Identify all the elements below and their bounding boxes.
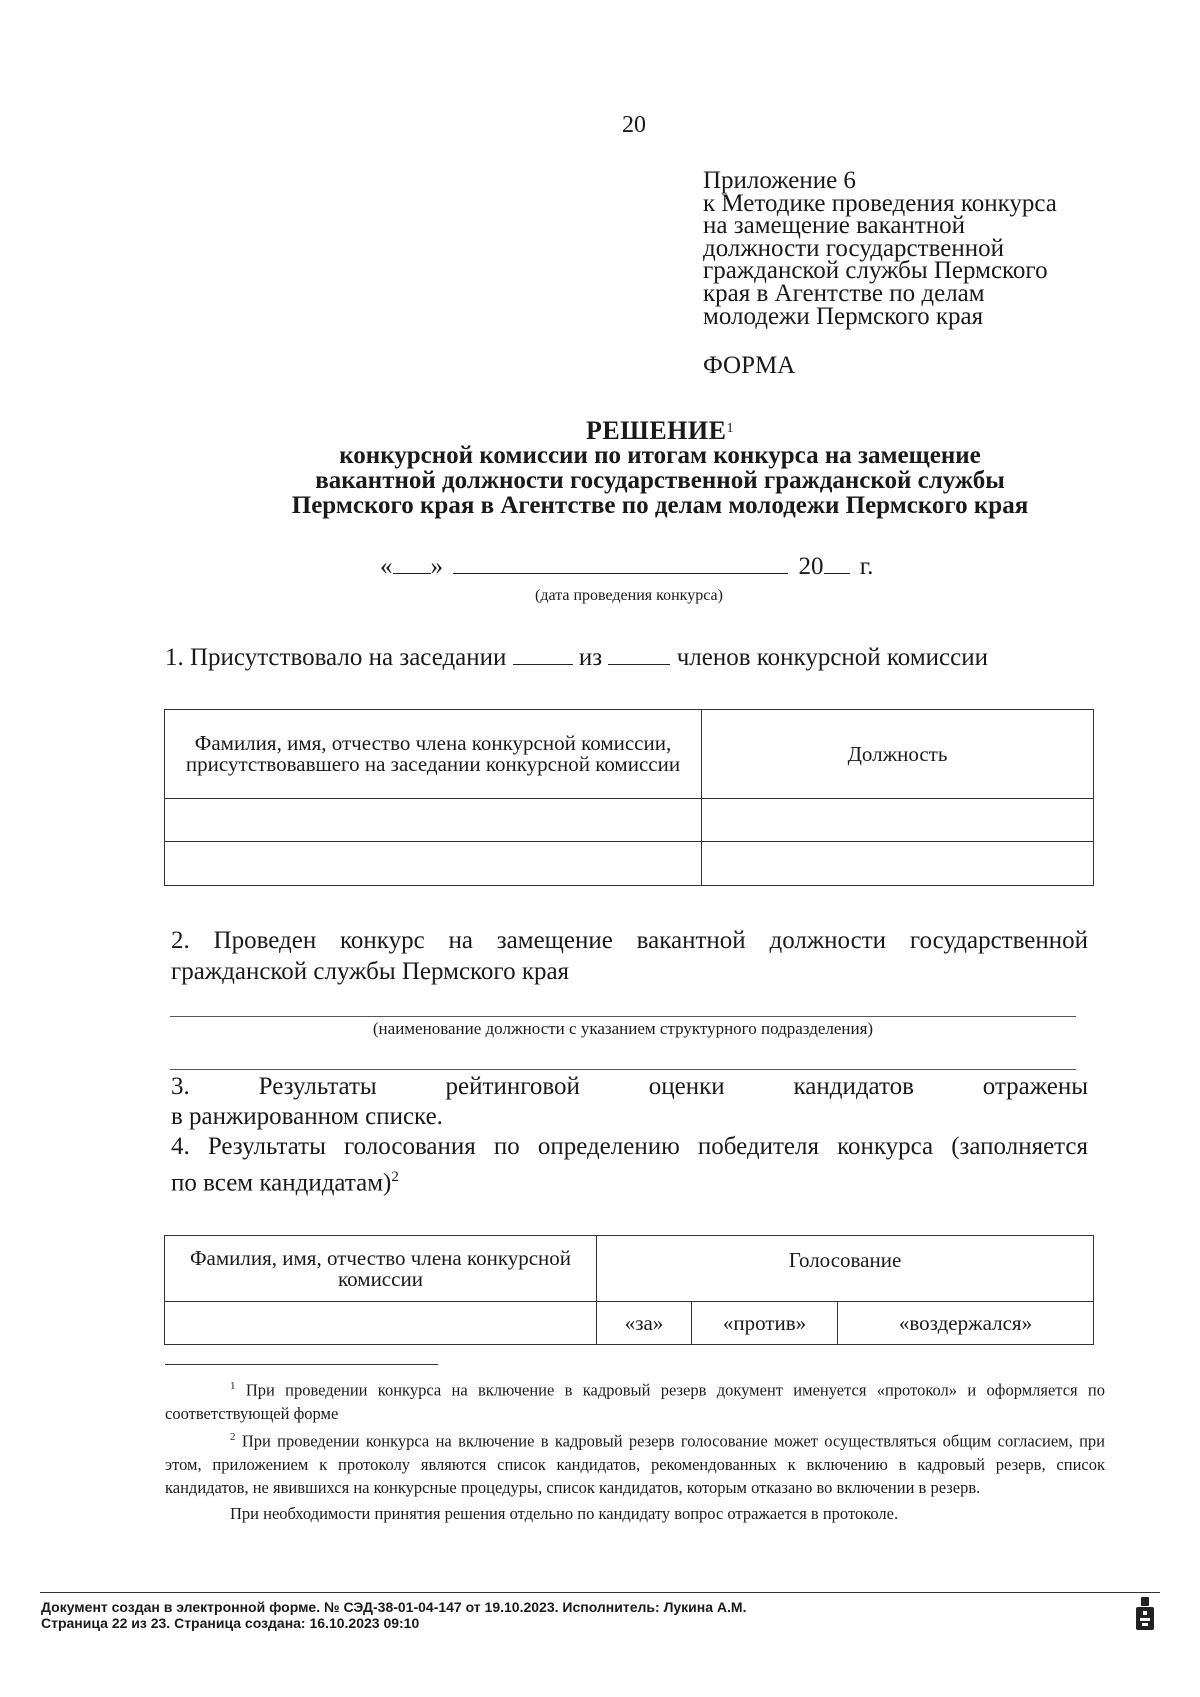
position-name-blank[interactable] bbox=[170, 1016, 1076, 1017]
footer-line-2: Страница 22 из 23. Страница создана: 16.10.2023 09:10 bbox=[41, 1615, 420, 1631]
footer-line-1: Документ создан в электронной форме. № СЭД-38-01-04-147 от 19.10.2023. Исполнитель: Лукина А.М. bbox=[41, 1599, 747, 1615]
table-cell[interactable] bbox=[165, 1302, 597, 1345]
table-cell[interactable] bbox=[702, 799, 1094, 842]
footer bbox=[41, 1599, 746, 1631]
item-1-part2: из bbox=[578, 644, 603, 671]
page-number: 20 bbox=[622, 112, 646, 138]
footnote-3: При необходимости принятия решения отдельно по кандидату вопрос отражается в протоколе. bbox=[230, 1503, 899, 1523]
voting-table bbox=[164, 1235, 1094, 1345]
date-open-quote: « bbox=[380, 553, 393, 580]
table-row bbox=[165, 842, 1094, 886]
form-label: ФОРМА bbox=[703, 352, 796, 379]
coat-of-arms-icon bbox=[1133, 1596, 1157, 1632]
item-2-line2: гражданской службы Пермского края bbox=[171, 958, 570, 985]
date-close-quote: » bbox=[430, 553, 443, 580]
footnote-mark-2: 2 bbox=[391, 1169, 399, 1185]
appendix-line: молодежи Пермского края bbox=[703, 302, 984, 330]
total-count-blank[interactable] bbox=[608, 644, 670, 665]
year-blank[interactable] bbox=[824, 553, 850, 574]
table-header-position: Должность bbox=[702, 710, 1094, 799]
footnote-2 bbox=[165, 1426, 1105, 1500]
title-line: вакантной должности государственной гражданской службы bbox=[315, 467, 1005, 494]
table-row bbox=[165, 799, 1094, 842]
position-name-blank-2[interactable] bbox=[170, 1069, 1076, 1070]
footnote-1 bbox=[165, 1375, 1105, 1426]
appendix-header bbox=[703, 167, 1057, 330]
footnote-mark-1: 1 bbox=[726, 421, 734, 436]
item-2-line1: 2. Проведен конкурс на замещение вакантной должности государственной bbox=[171, 927, 1088, 954]
footnote-2-mark: 2 bbox=[230, 1430, 236, 1443]
footnote-2-text: При проведении конкурса на включение в кадровый резерв голосование может осуществляться общим согласием, при этом, приложением к протоколу являются список кандидатов, рекомендованных к включению в кадровый резерв, список кандидатов, не явившихся на конкурсные процедуры, список кандидатов, которым отказано во включении в резерв. bbox=[165, 1431, 1105, 1497]
table-cell[interactable] bbox=[702, 842, 1094, 886]
table-row bbox=[165, 1302, 1094, 1345]
vote-against: «против» bbox=[692, 1302, 838, 1345]
vote-abstained: «воздержался» bbox=[838, 1302, 1094, 1345]
title-line: Пермского края в Агентстве по делам молодежи Пермского края bbox=[291, 492, 1029, 519]
footnotes bbox=[165, 1375, 1105, 1525]
voting-header: Голосование bbox=[597, 1236, 1094, 1302]
appendix-line: должности государственной bbox=[703, 234, 1004, 262]
table-header-name: Фамилия, имя, отчество члена конкурсной комиссии, присутствовавшего на заседании конкурсной комиссии bbox=[165, 710, 702, 799]
item-1 bbox=[165, 643, 988, 673]
item-3-line1: 3. Результаты рейтинговой оценки кандидатов отражены bbox=[171, 1073, 1088, 1100]
position-caption: (наименование должности с указанием структурного подразделения) bbox=[372, 1019, 874, 1038]
footnote-1-text: При проведении конкурса на включение в кадровый резерв документ именуется «протокол» и оформляется по соответствующей форме bbox=[165, 1380, 1105, 1423]
table-cell[interactable] bbox=[165, 842, 702, 886]
item-3-line2: в ранжированном списке. bbox=[171, 1103, 443, 1130]
appendix-line: на замещение вакантной bbox=[703, 212, 966, 240]
table-cell[interactable] bbox=[165, 799, 702, 842]
title-main: РЕШЕНИЕ bbox=[586, 416, 727, 445]
present-count-blank[interactable] bbox=[513, 644, 573, 665]
appendix-line: гражданской службы Пермского bbox=[703, 257, 1048, 285]
vote-for: «за» bbox=[597, 1302, 692, 1345]
item-4-line2 bbox=[171, 1162, 399, 1198]
year-suffix: г. bbox=[859, 553, 874, 580]
voting-header-name: Фамилия, имя, отчество члена конкурсной комиссии bbox=[165, 1236, 597, 1302]
footer-rule bbox=[40, 1592, 1160, 1593]
item-1-part3: членов конкурсной комиссии bbox=[676, 644, 988, 671]
footnote-1-mark: 1 bbox=[230, 1380, 236, 1392]
item-1-part1: 1. Присутствовало на заседании bbox=[165, 644, 507, 671]
appendix-line: края в Агентстве по делам bbox=[703, 279, 985, 307]
footnote-separator bbox=[165, 1364, 438, 1365]
appendix-line: Приложение 6 bbox=[703, 167, 856, 194]
item-4-line2-text: по всем кандидатам) bbox=[171, 1169, 392, 1197]
members-table bbox=[164, 709, 1094, 886]
month-blank[interactable] bbox=[453, 553, 788, 574]
year-prefix: 20 bbox=[798, 553, 824, 580]
date-row bbox=[380, 553, 873, 581]
day-blank[interactable] bbox=[393, 553, 431, 574]
document-title bbox=[150, 418, 1170, 518]
date-caption: (дата проведения конкурса) bbox=[535, 587, 723, 604]
appendix-line: к Методике проведения конкурса bbox=[703, 189, 1057, 217]
item-4-line1: 4. Результаты голосования по определению победителя конкурса (заполняется bbox=[171, 1133, 1088, 1160]
title-line: конкурсной комиссии по итогам конкурса на замещение bbox=[339, 442, 981, 469]
